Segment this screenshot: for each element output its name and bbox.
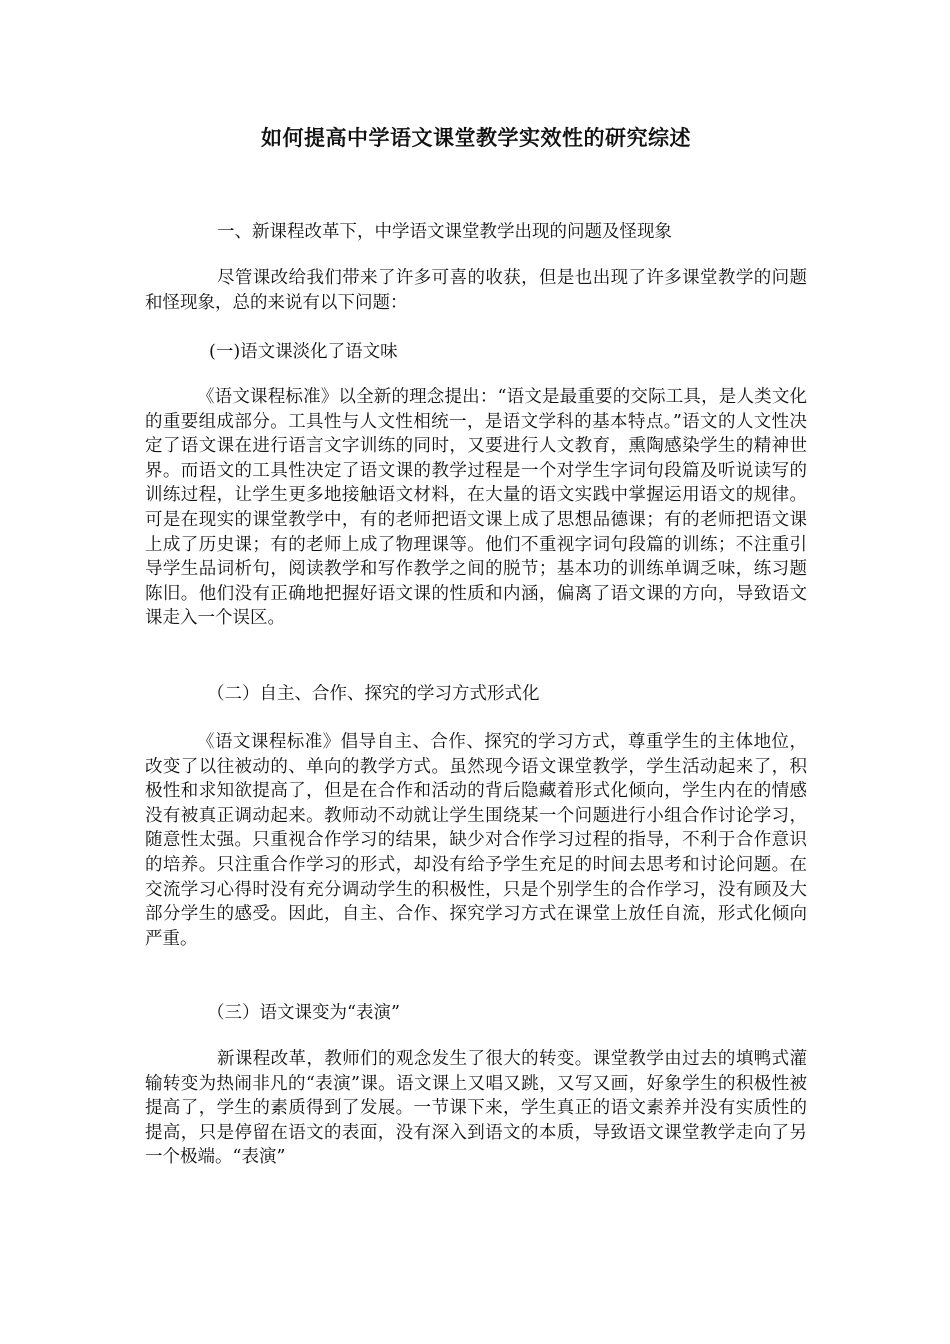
subsection-heading-1: (一)语文课淡化了语文味 xyxy=(209,342,398,362)
subsection-paragraph-3: 新课程改革，教师们的观念发生了很大的转变。课堂教学由过去的填鸭式灌输转变为热闹非凡的“表演”课。语文课上又唱又跳，又写又画，好象学生的积极性被提高了，学生的素质得到了发展。一节课下来，学生真正的语文素养并没有实质性的提高，只是停留在语文的表面，没有深入到语文的本质，导致语文课堂教学走向了另一个极端。“表演” xyxy=(145,1049,807,1168)
section-intro-paragraph: 尽管课改给我们带来了许多可喜的收获，但是也出现了许多课堂教学的问题和怪现象，总的来说有以下问题： xyxy=(145,268,807,313)
section-heading: 一、新课程改革下，中学语文课堂教学出现的问题及怪现象 xyxy=(217,222,672,242)
subsection-heading-3: （三）语文课变为“表演” xyxy=(207,1003,400,1023)
subsection-paragraph-1: 《语文课程标准》以全新的理念提出：“语文是最重要的交际工具，是人类文化的重要组成部分。工具性与人文性相统一，是语文学科的基本特点。”语文的人文性决定了语文课在进行语言文字训练的同时，又要进行人文教育，熏陶感染学生的精神世界。而语文的工具性决定了语文课的教学过程是一个对学生字词句段篇及听说读写的训练过程，让学生更多地接触语文材料，在大量的语文实践中掌握运用语文的规律。可是在现实的课堂教学中，有的老师把语文课上成了思想品德课；有的老师把语文课上成了历史课；有的老师上成了物理课等。他们不重视字词句段篇的训练；不注重引导学生品词析句，阅读教学和写作教学之间的脱节；基本功的训练单调乏味，练习题陈旧。他们没有正确地把握好语文课的性质和内涵，偏离了语文课的方向，导致语文课走入一个误区。 xyxy=(145,387,807,629)
subsection-paragraph-2: 《语文课程标准》倡导自主、合作、探究的学习方式，尊重学生的主体地位，改变了以往被动的、单向的教学方式。虽然现今语文课堂教学，学生活动起来了，积极性和求知欲提高了，但是在合作和活动的背后隐藏着形式化倾向，学生内在的情感没有被真正调动起来。教师动不动就让学生围绕某一个问题进行小组合作讨论学习，随意性太强。只重视合作学习的结果，缺少对合作学习过程的指导，不利于合作意识的培养。只注重合作学习的形式，却没有给予学生充足的时间去思考和讨论问题。在交流学习心得时没有充分调动学生的积极性，只是个别学生的合作学习，没有顾及大部分学生的感受。因此，自主、合作、探究学习方式在课堂上放任自流，形式化倾向严重。 xyxy=(145,732,807,949)
document-title: 如何提高中学语文课堂教学实效性的研究综述 xyxy=(261,126,691,150)
subsection-heading-2: （二）自主、合作、探究的学习方式形式化 xyxy=(207,684,540,704)
